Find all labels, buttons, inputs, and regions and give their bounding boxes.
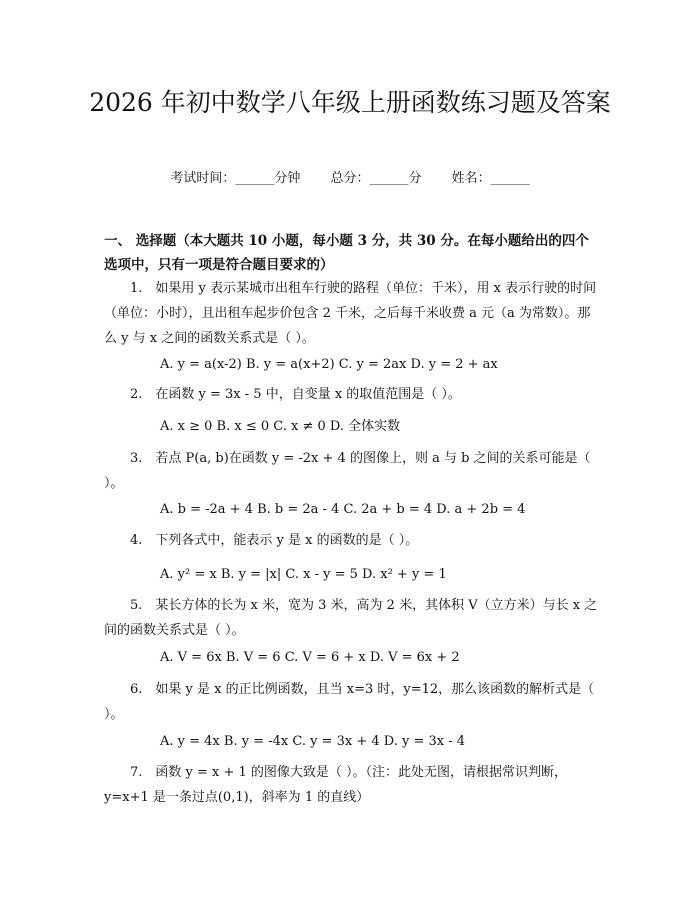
question-2: 2. 在函数 y = 3x - 5 中，自变量 x 的取值范围是（ ）。 [130, 387, 461, 402]
document-title: 2026 年初中数学八年级上册函数练习题及答案 [89, 88, 611, 117]
total-score: 总分：______分 [330, 171, 422, 186]
question-5: 5. 某长方体的长为 x 米，宽为 3 米，高为 2 米，其体积 V（立方米）与长 x 之间的函数关系式是（ ）。 [104, 598, 598, 638]
question-4: 4. 下列各式中，能表示 y 是 x 的函数的是（ ）。 [130, 533, 419, 548]
section-heading: 一、 选择题（本大题共 10 小题，每小题 3 分，共 30 分。在每小题给出的四个选项中，只有一项是符合题目要求的） [104, 233, 589, 273]
question-3-options: A. b = -2a + 4 B. b = 2a - 4 C. 2a + b = 4 D. a + 2b = 4 [160, 502, 526, 517]
question-4-options: A. y² = x B. y = |x| C. x - y = 5 D. x² + y = 1 [160, 567, 447, 582]
question-3: 3. 若点 P(a, b)在函数 y = -2x + 4 的图像上，则 a 与 b 之间的关系可能是（ ）。 [104, 451, 591, 491]
exam-time: 考试时间：______分钟 [170, 171, 301, 186]
question-2-options: A. x ≥ 0 B. x ≤ 0 C. x ≠ 0 D. 全体实数 [160, 419, 401, 434]
question-6: 6. 如果 y 是 x 的正比例函数，且当 x=3 时，y=12，那么该函数的解析式是（ ）。 [104, 682, 595, 722]
question-7: 7. 函数 y = x + 1 的图像大致是（ ）。（注：此处无图，请根据常识判断，y=x+1 是一条过点(0,1)，斜率为 1 的直线） [104, 765, 568, 805]
question-1: 1. 如果用 y 表示某城市出租车行驶的路程（单位：千米），用 x 表示行驶的时间（单位：小时），且出租车起步价包含 2 千米，之后每千米收费 a 元（a 为常数）。那么 y 与 x 之间的函数关系式是（ ）。 [104, 281, 597, 346]
student-name: 姓名：______ [451, 171, 530, 186]
question-1-options: A. y = a(x-2) B. y = a(x+2) C. y = 2ax D. y = 2 + ax [160, 357, 498, 372]
exam-info [0, 170, 700, 188]
question-6-options: A. y = 4x B. y = -4x C. y = 3x + 4 D. y = 3x - 4 [160, 734, 466, 749]
question-5-options: A. V = 6x B. V = 6 C. V = 6 + x D. V = 6x + 2 [160, 650, 460, 665]
